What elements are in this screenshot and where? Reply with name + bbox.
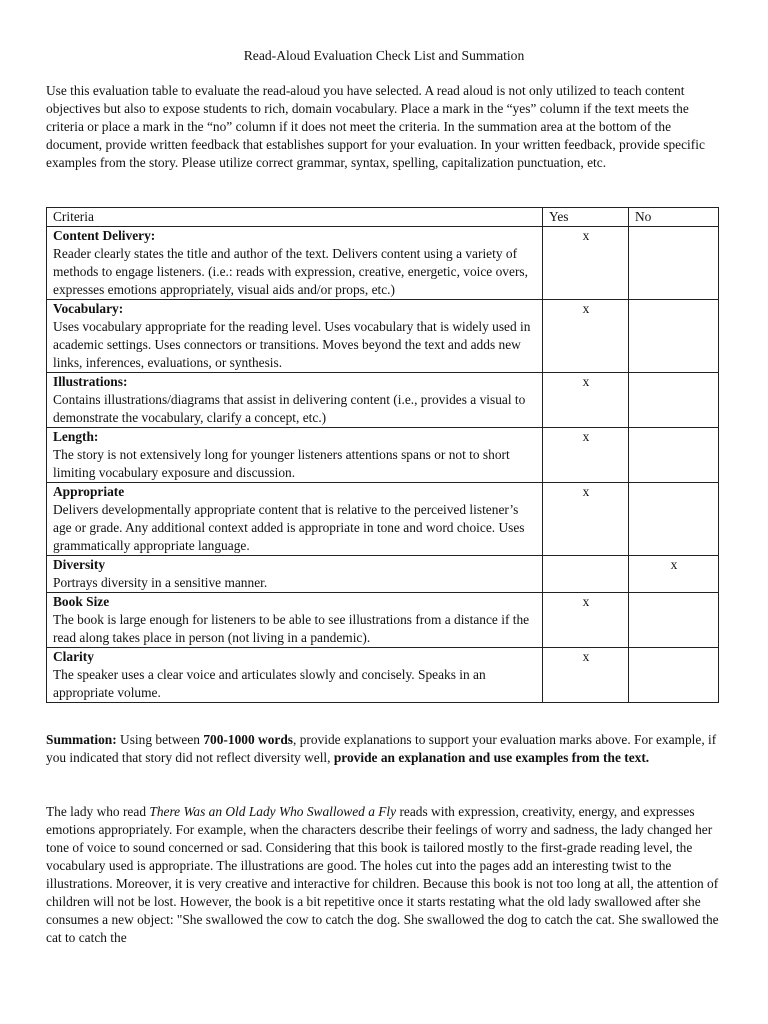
header-no: No bbox=[629, 208, 719, 227]
table-row bbox=[47, 648, 719, 703]
table-row bbox=[47, 227, 719, 300]
criteria-cell bbox=[47, 556, 543, 593]
criteria-name: Vocabulary: bbox=[53, 301, 124, 316]
no-mark bbox=[629, 373, 719, 428]
yes-mark: x bbox=[543, 373, 629, 428]
summation-text-1: Using between bbox=[116, 732, 204, 747]
response-lead: The lady who read bbox=[46, 804, 150, 819]
yes-mark: x bbox=[543, 483, 629, 556]
table-header-row bbox=[47, 208, 719, 227]
response-body: reads with expression, creativity, energy, and expresses emotions appropriately. For example, when the characters describe their feelings of worry and sadness, the lady changed her tone of voice to sound concerned or sad. Considering that this book is tailored mostly to the first-grade reading level, the vocabulary used is appropriate. The illustrations are good. The holes cut into the pages add an interesting twist to the illustrations. Moreover, it is very creative and interactive for children. Because this book is not too long at all, the attention of children will not be lost. However, the book is a bit repetitive once it starts restating what the old lady swallowed after she consumes a new object: "She swallowed the cow to catch the dog. She swallowed the dog to catch the cat. She swallowed the cat to catch the bbox=[46, 804, 719, 945]
criteria-name: Clarity bbox=[53, 649, 94, 664]
summation-section bbox=[46, 731, 726, 767]
criteria-cell bbox=[47, 483, 543, 556]
summation-text-2: , provide explanations to support your evaluation marks above. For example, if you indicated that story did not reflect diversity well, bbox=[46, 732, 717, 765]
intro-text: Use this evaluation table to evaluate the read-aloud you have selected. A read aloud is not only utilized to teach content objectives but also to expose students to rich, domain vocabulary. Place a mark in the “yes” column if the text meets the criteria or place a mark in the “no” column if it does not meet the criteria. In the summation area at the bottom of the document, provide written feedback that establishes support for your evaluation. In your written feedback, provide specific examples from the story. Please utilize correct grammar, syntax, spelling, capitalization punctuation, etc. bbox=[46, 83, 705, 170]
header-criteria: Criteria bbox=[47, 208, 543, 227]
criteria-name: Book Size bbox=[53, 594, 110, 609]
criteria-description: The story is not extensively long for younger listeners attentions spans or not to short limiting vocabulary exposure and discussion. bbox=[53, 447, 510, 480]
no-mark: x bbox=[629, 556, 719, 593]
evaluation-table bbox=[46, 207, 719, 703]
book-title: There Was an Old Lady Who Swallowed a Fly bbox=[149, 804, 397, 819]
criteria-cell bbox=[47, 593, 543, 648]
summation-emphasis: provide an explanation and use examples from the text. bbox=[333, 750, 650, 765]
no-mark bbox=[629, 648, 719, 703]
criteria-description: Delivers developmentally appropriate content that is relative to the perceived listener’s age or grade. Any additional context added is appropriate in tone and word choice. Uses grammatically appropriate language. bbox=[53, 502, 525, 553]
yes-mark bbox=[543, 556, 629, 593]
summation-instructions bbox=[46, 731, 726, 767]
criteria-description: The speaker uses a clear voice and articulates slowly and concisely. Speaks in an appropriate volume. bbox=[53, 667, 486, 700]
response-paragraph bbox=[46, 803, 726, 947]
summation-word-count: 700-1000 words bbox=[203, 732, 293, 747]
no-mark bbox=[629, 483, 719, 556]
criteria-description: Uses vocabulary appropriate for the reading level. Uses vocabulary that is widely used in academic settings. Uses connectors or transitions. Moves beyond the text and adds new links, inferences, evaluations, or synthesis. bbox=[53, 319, 531, 370]
criteria-cell bbox=[47, 428, 543, 483]
summation-label: Summation: bbox=[46, 732, 117, 747]
criteria-name: Length: bbox=[53, 429, 99, 444]
table-row bbox=[47, 483, 719, 556]
criteria-name: Appropriate bbox=[53, 484, 125, 499]
table-row bbox=[47, 556, 719, 593]
yes-mark: x bbox=[543, 300, 629, 373]
criteria-description: Portrays diversity in a sensitive manner. bbox=[53, 575, 268, 590]
yes-mark: x bbox=[543, 593, 629, 648]
yes-mark: x bbox=[543, 648, 629, 703]
no-mark bbox=[629, 428, 719, 483]
yes-mark: x bbox=[543, 227, 629, 300]
yes-mark: x bbox=[543, 428, 629, 483]
table-row bbox=[47, 593, 719, 648]
table-row bbox=[47, 428, 719, 483]
no-mark bbox=[629, 300, 719, 373]
page-title: Read-Aloud Evaluation Check List and Summation bbox=[243, 48, 525, 63]
criteria-description: Contains illustrations/diagrams that assist in delivering content (i.e., provides a visual to demonstrate the vocabulary, clarify a concept, etc.) bbox=[53, 392, 526, 425]
criteria-cell bbox=[47, 373, 543, 428]
table-row bbox=[47, 373, 719, 428]
criteria-name: Diversity bbox=[53, 557, 106, 572]
criteria-cell bbox=[47, 648, 543, 703]
criteria-cell bbox=[47, 227, 543, 300]
criteria-name: Content Delivery: bbox=[53, 228, 156, 243]
response-section bbox=[46, 803, 726, 947]
intro-paragraph bbox=[46, 82, 726, 172]
criteria-name: Illustrations: bbox=[53, 374, 128, 389]
no-mark bbox=[629, 227, 719, 300]
criteria-description: The book is large enough for listeners to be able to see illustrations from a distance if the read along takes place in person (not living in a pandemic). bbox=[53, 612, 530, 645]
no-mark bbox=[629, 593, 719, 648]
header-yes: Yes bbox=[543, 208, 629, 227]
table-row bbox=[47, 300, 719, 373]
criteria-cell bbox=[47, 300, 543, 373]
criteria-description: Reader clearly states the title and author of the text. Delivers content using a variety of methods to engage listeners. (i.e.: reads with expression, creative, energetic, voice overs, expresses emotions appropriately, visual aids and/or props, etc.) bbox=[53, 246, 528, 297]
